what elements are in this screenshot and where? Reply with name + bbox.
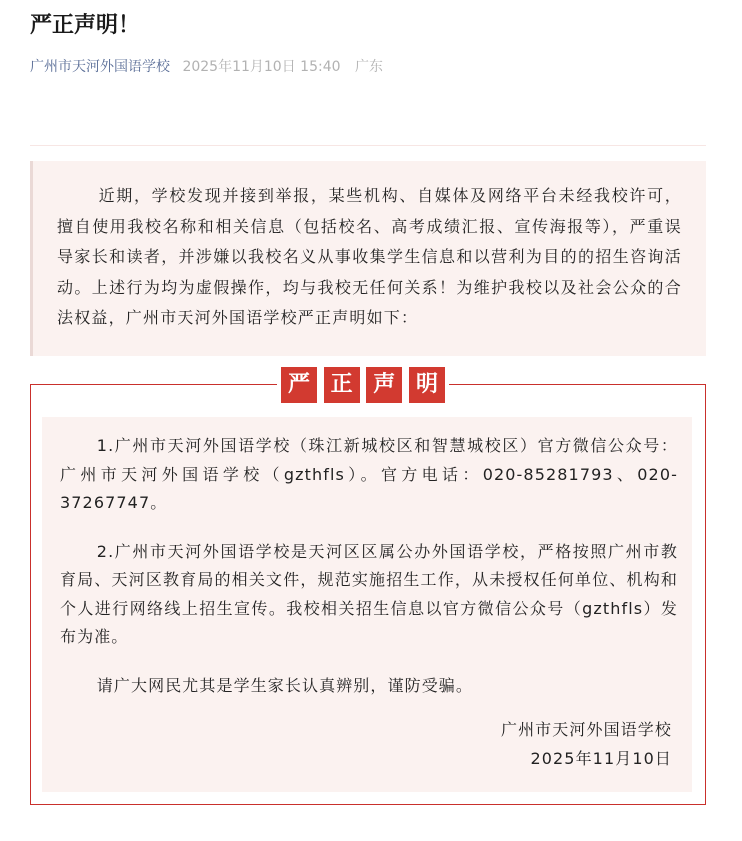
heading-char: 明 <box>409 367 445 403</box>
statement-heading <box>277 366 449 404</box>
heading-char: 严 <box>281 367 317 403</box>
article-title: 严正声明！ <box>30 13 141 38</box>
statement-item-contact: 1.广州市天河外国语学校（珠江新城校区和智慧城校区）官方微信公众号：广州市天河外国语学校（gzthfls）。官方电话：020-85281793、020-37267747。 <box>60 436 678 512</box>
header-divider <box>30 145 706 146</box>
heading-char: 声 <box>366 367 402 403</box>
heading-char: 正 <box>324 367 360 403</box>
statement-item-policy: 2.广州市天河外国语学校是天河区区属公办外国语学校，严格按照广州市教育局、天河区教育局的相关文件，规范实施招生工作，从未授权任何单位、机构和个人进行网络线上招生宣传。我校相关招生信息以官方微信公众号（gzthfls）发布为准。 <box>60 541 678 646</box>
statement-warning: 请广大网民尤其是学生家长认真辨别，谨防受骗。 <box>96 675 473 695</box>
intro-quote-block <box>30 161 706 356</box>
publish-date: 2025年11月10日 15:40 <box>182 59 341 75</box>
signature-block <box>501 716 672 773</box>
publish-location: 广东 <box>354 59 383 75</box>
signature-date: 2025年11月10日 <box>530 748 672 768</box>
account-name-link[interactable]: 广州市天河外国语学校 <box>30 59 170 75</box>
intro-paragraph: 近期，学校发现并接到举报，某些机构、自媒体及网络平台未经我校许可，擅自使用我校名称和相关信息（包括校名、高考成绩汇报、宣传海报等），严重误导家长和读者，并涉嫌以我校名义从事收集学生信息和以营利为目的的招生咨询活动。上述行为均为虚假操作，均与我校无任何关系！为维护我校以及社会公众的合法权益，广州市天河外国语学校严正声明如下： <box>57 186 682 327</box>
statement-body <box>60 432 678 720</box>
signature-name: 广州市天河外国语学校 <box>500 720 672 739</box>
article-meta <box>30 56 383 78</box>
